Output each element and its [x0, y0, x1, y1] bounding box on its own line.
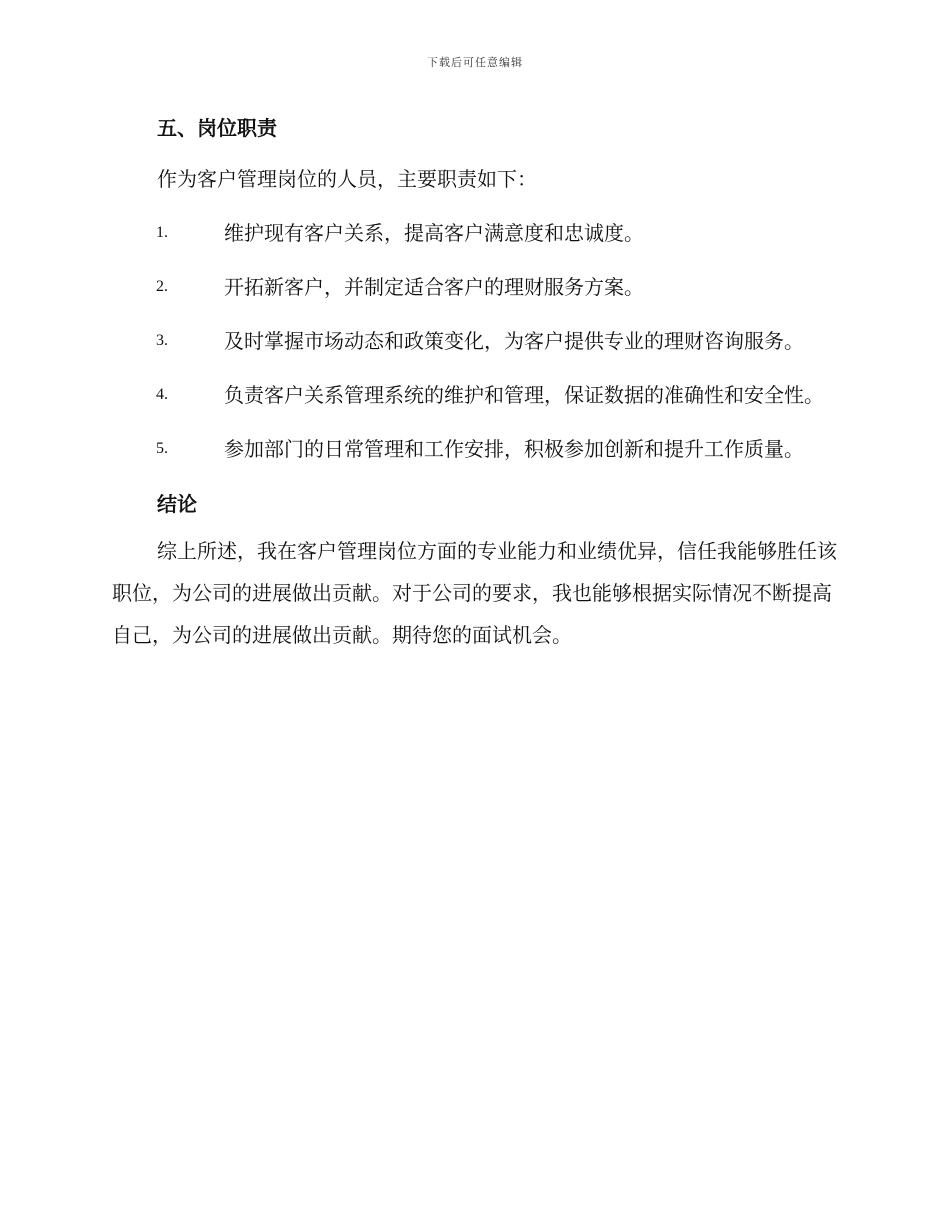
section-heading-duties: 五、岗位职责 [157, 116, 277, 140]
list-item-number: 1. [156, 224, 168, 241]
list-item [112, 428, 837, 470]
document-body [112, 108, 837, 656]
list-item-number: 2. [156, 278, 168, 295]
list-item-number: 4. [156, 386, 168, 403]
list-item-number: 3. [156, 332, 168, 349]
list-item-text: 及时掌握市场动态和政策变化，为客户提供专业的理财咨询服务。 [224, 329, 804, 353]
list-item [112, 266, 837, 308]
conclusion-paragraph: 综上所述，我在客户管理岗位方面的专业能力和业绩优异，信任我能够胜任该职位，为公司的进展做出贡献。对于公司的要求，我也能够根据实际情况不断提高自己，为公司的进展做出贡献。期待您的面试机会。 [112, 539, 837, 647]
duties-intro: 作为客户管理岗位的人员，主要职责如下： [157, 167, 537, 191]
list-item-number: 5. [156, 440, 168, 457]
section-heading-conclusion: 结论 [157, 492, 197, 516]
page-header: 下载后可任意编辑 [427, 56, 523, 69]
list-item-text: 开拓新客户，并制定适合客户的理财服务方案。 [224, 275, 644, 299]
duties-list [112, 212, 837, 470]
list-item-text: 维护现有客户关系，提高客户满意度和忠诚度。 [224, 221, 644, 245]
list-item [112, 374, 837, 416]
list-item-text: 参加部门的日常管理和工作安排，积极参加创新和提升工作质量。 [224, 437, 804, 461]
list-item-text: 负责客户关系管理系统的维护和管理，保证数据的准确性和安全性。 [224, 383, 824, 407]
list-item [112, 320, 837, 362]
list-item [112, 212, 837, 254]
